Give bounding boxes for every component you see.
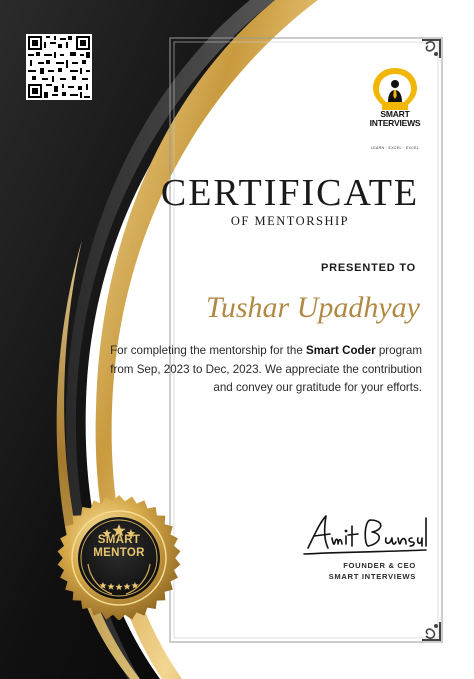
- seal-label: [79, 534, 159, 559]
- qr-code-icon: [26, 34, 92, 100]
- lightbulb-icon: [364, 66, 426, 112]
- description-part-1: For completing the mentorship for the: [110, 344, 306, 357]
- corner-ornament-icon: [422, 622, 440, 640]
- logo-line-interviews: INTERVIEWS: [369, 118, 421, 128]
- signatory-block: [290, 560, 416, 582]
- seal-line-2: MENTOR: [93, 546, 145, 559]
- company-logo: [364, 66, 426, 152]
- certificate-description: [96, 342, 422, 398]
- logo-wordmark: [364, 110, 426, 128]
- signature-image: [300, 508, 430, 560]
- logo-line-smart: SMART: [380, 109, 410, 119]
- certificate-subtitle: OF MENTORSHIP: [230, 214, 350, 228]
- seal-line-1: SMART: [97, 534, 141, 546]
- corner-ornament-icon: [422, 40, 440, 58]
- recipient-name: Tushar Upadhyay: [205, 291, 420, 324]
- description-part-2: program from Sep, 2023 to Dec, 2023. We appreciate the contribution and convey our gratitude for your efforts.: [110, 344, 422, 394]
- signatory-organization: SMART INTERVIEWS: [328, 572, 416, 581]
- logo-tagline: LEARN · EXCEL · EXCEL: [370, 146, 420, 150]
- program-name: Smart Coder: [306, 344, 376, 357]
- signatory-role: FOUNDER & CEO: [343, 561, 416, 570]
- certificate-title: CERTIFICATE: [160, 172, 420, 214]
- presented-to-label: PRESENTED TO: [321, 262, 416, 274]
